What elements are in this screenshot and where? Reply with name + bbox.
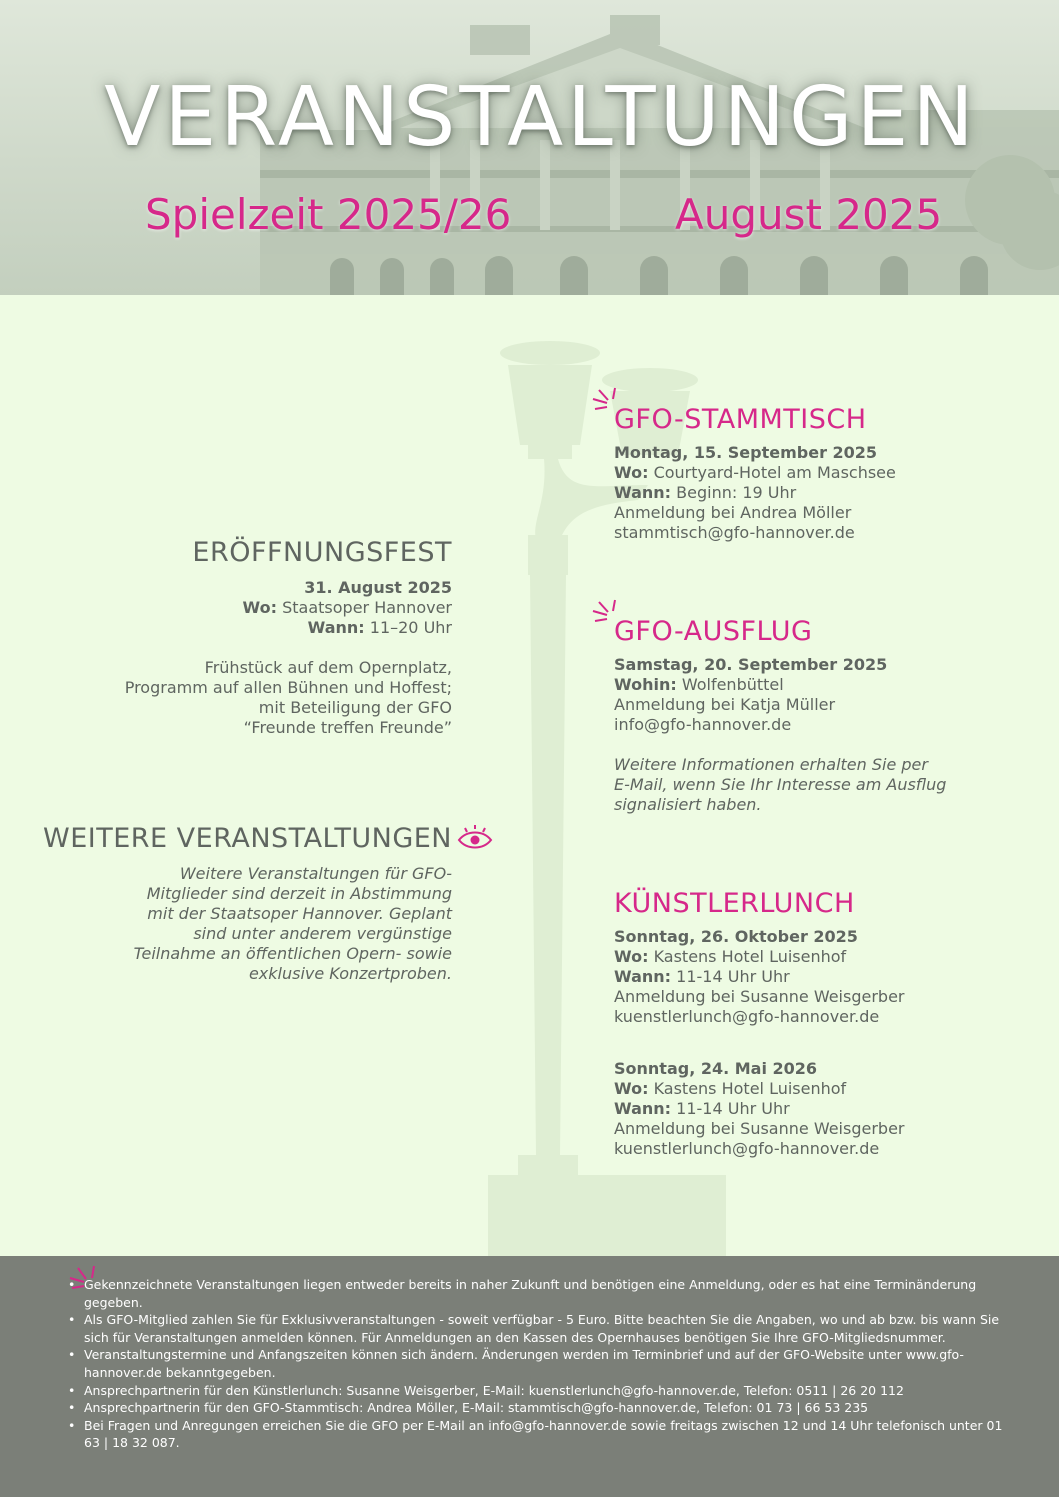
kuenstlerlunch-event xyxy=(614,927,904,1027)
footer-note: • Veranstaltungstermine und Anfangszeiten können sich ändern. Änderungen werden im Terminbrief und auf der GFO-Website unter www.gfo-hannover.de bekanntgegeben. xyxy=(84,1346,1019,1381)
stammtisch-contact: Anmeldung bei Andrea Möller xyxy=(614,503,852,522)
ausflug-where: Wolfenbüttel xyxy=(681,675,784,694)
where-label: Wo: xyxy=(242,598,277,617)
weitere-desc-line: exklusive Konzertproben. xyxy=(248,964,452,983)
ausflug-email[interactable]: info@gfo-hannover.de xyxy=(614,715,792,734)
footer-note: • Gekennzeichnete Veranstaltungen liegen entweder bereits in naher Zukunft und benötigen eine Anmeldung, oder es hat eine Terminänderung gegeben. xyxy=(84,1276,1019,1311)
ausflug-date: Samstag, 20. September 2025 xyxy=(614,655,888,674)
when-label: Wann: xyxy=(307,618,365,637)
eroeffnungsfest-date: 31. August 2025 xyxy=(304,578,452,597)
stammtisch-email[interactable]: stammtisch@gfo-hannover.de xyxy=(614,523,855,542)
eroeffnungsfest-heading: ERÖFFNUNGSFEST xyxy=(192,537,452,568)
stammtisch-when: Beginn: 19 Uhr xyxy=(676,483,797,502)
where-label: Wo: xyxy=(614,1079,649,1098)
footer-note: • Bei Fragen und Anregungen erreichen Sie die GFO per E-Mail an info@gfo-hannover.de sowie freitags zwischen 12 und 14 Uhr telefonisch unter 01 63 | 18 32 087. xyxy=(84,1417,1019,1452)
kuenstlerlunch-date: Sonntag, 26. Oktober 2025 xyxy=(614,927,858,946)
event-stammtisch xyxy=(614,404,896,543)
kuenstlerlunch-where: Kastens Hotel Luisenhof xyxy=(653,947,847,966)
weitere-desc-line: Weitere Veranstaltungen für GFO- xyxy=(179,864,452,883)
month-subtitle: August 2025 xyxy=(675,190,943,239)
stammtisch-heading: GFO-STAMMTISCH xyxy=(614,404,867,435)
kuenstlerlunch-where: Kastens Hotel Luisenhof xyxy=(653,1079,847,1098)
season-subtitle: Spielzeit 2025/26 xyxy=(145,190,512,239)
footer-list xyxy=(0,1256,1059,1452)
weitere-heading: WEITERE VERANSTALTUNGEN xyxy=(43,823,452,854)
footer-note: • Ansprechpartnerin für den GFO-Stammtisch: Andrea Möller, E-Mail: stammtisch@gfo-hannover.de, Telefon: 01 73 | 66 53 235 xyxy=(84,1399,1019,1417)
kuenstlerlunch-email[interactable]: kuenstlerlunch@gfo-hannover.de xyxy=(614,1007,880,1026)
footer-notes xyxy=(0,1256,1059,1497)
when-label: Wann: xyxy=(614,1099,672,1118)
ausflug-contact: Anmeldung bei Katja Müller xyxy=(614,695,836,714)
kuenstlerlunch-when: 11-14 Uhr Uhr xyxy=(676,967,790,986)
when-label: Wann: xyxy=(614,483,672,502)
eroeffnungsfest-desc-line: mit Beteiligung der GFO xyxy=(258,698,452,717)
eroeffnungsfest-desc-line: “Freunde treffen Freunde” xyxy=(243,718,452,737)
kuenstlerlunch-when: 11-14 Uhr Uhr xyxy=(676,1099,790,1118)
footer-note: • Ansprechpartnerin für den Künstlerlunch: Susanne Weisgerber, E-Mail: kuenstlerlunch@gfo-hannover.de, Telefon: 0511 | 26 20 112 xyxy=(84,1382,1019,1400)
stammtisch-date: Montag, 15. September 2025 xyxy=(614,443,878,462)
ausflug-heading: GFO-AUSFLUG xyxy=(614,616,813,647)
event-weitere xyxy=(43,823,452,984)
weitere-desc-line: sind unter anderem vergünstige xyxy=(193,924,452,943)
kuenstlerlunch-email[interactable]: kuenstlerlunch@gfo-hannover.de xyxy=(614,1139,880,1158)
stammtisch-where: Courtyard-Hotel am Maschsee xyxy=(653,463,896,482)
kuenstlerlunch-contact: Anmeldung bei Susanne Weisgerber xyxy=(614,1119,905,1138)
eroeffnungsfest-when: 11–20 Uhr xyxy=(369,618,452,637)
page-title: VERANSTALTUNGEN xyxy=(104,70,978,165)
weitere-desc-line: Mitglieder sind derzeit in Abstimmung xyxy=(146,884,452,903)
event-kuenstlerlunch xyxy=(614,888,904,1159)
when-label: Wann: xyxy=(614,967,672,986)
kuenstlerlunch-heading: KÜNSTLERLUNCH xyxy=(614,888,855,919)
kuenstlerlunch-contact: Anmeldung bei Susanne Weisgerber xyxy=(614,987,905,1006)
eroeffnungsfest-desc-line: Programm auf allen Bühnen und Hoffest; xyxy=(124,678,452,697)
header-banner xyxy=(0,0,1059,295)
kuenstlerlunch-date: Sonntag, 24. Mai 2026 xyxy=(614,1059,818,1078)
eroeffnungsfest-desc-line: Frühstück auf dem Opernplatz, xyxy=(204,658,452,677)
where-label: Wohin: xyxy=(614,675,677,694)
eroeffnungsfest-where: Staatsoper Hannover xyxy=(282,598,452,617)
ausflug-note-line: signalisiert haben. xyxy=(614,795,762,814)
footer-note: • Als GFO-Mitglied zahlen Sie für Exklusivveranstaltungen - soweit verfügbar - 5 Euro. Bitte beachten Sie die Angaben, wo und ab bzw. bis wann Sie sich für Veranstaltungen anmelden können. Für Anmeldungen an den Kassen des Opernhauses benötigen Sie Ihre GFO-Mitgliedsnummer. xyxy=(84,1311,1019,1346)
weitere-desc-line: mit der Staatsoper Hannover. Geplant xyxy=(147,904,452,923)
weitere-desc-line: Teilnahme an öffentlichen Opern- sowie xyxy=(133,944,452,963)
event-ausflug xyxy=(614,616,946,815)
where-label: Wo: xyxy=(614,463,649,482)
ausflug-note-line: Weitere Informationen erhalten Sie per xyxy=(614,755,928,774)
ausflug-note-line: E-Mail, wenn Sie Ihr Interesse am Ausflug xyxy=(614,775,947,794)
kuenstlerlunch-event xyxy=(614,1059,904,1159)
event-eroeffnungsfest xyxy=(125,537,452,738)
where-label: Wo: xyxy=(614,947,649,966)
eye-icon xyxy=(457,824,493,854)
